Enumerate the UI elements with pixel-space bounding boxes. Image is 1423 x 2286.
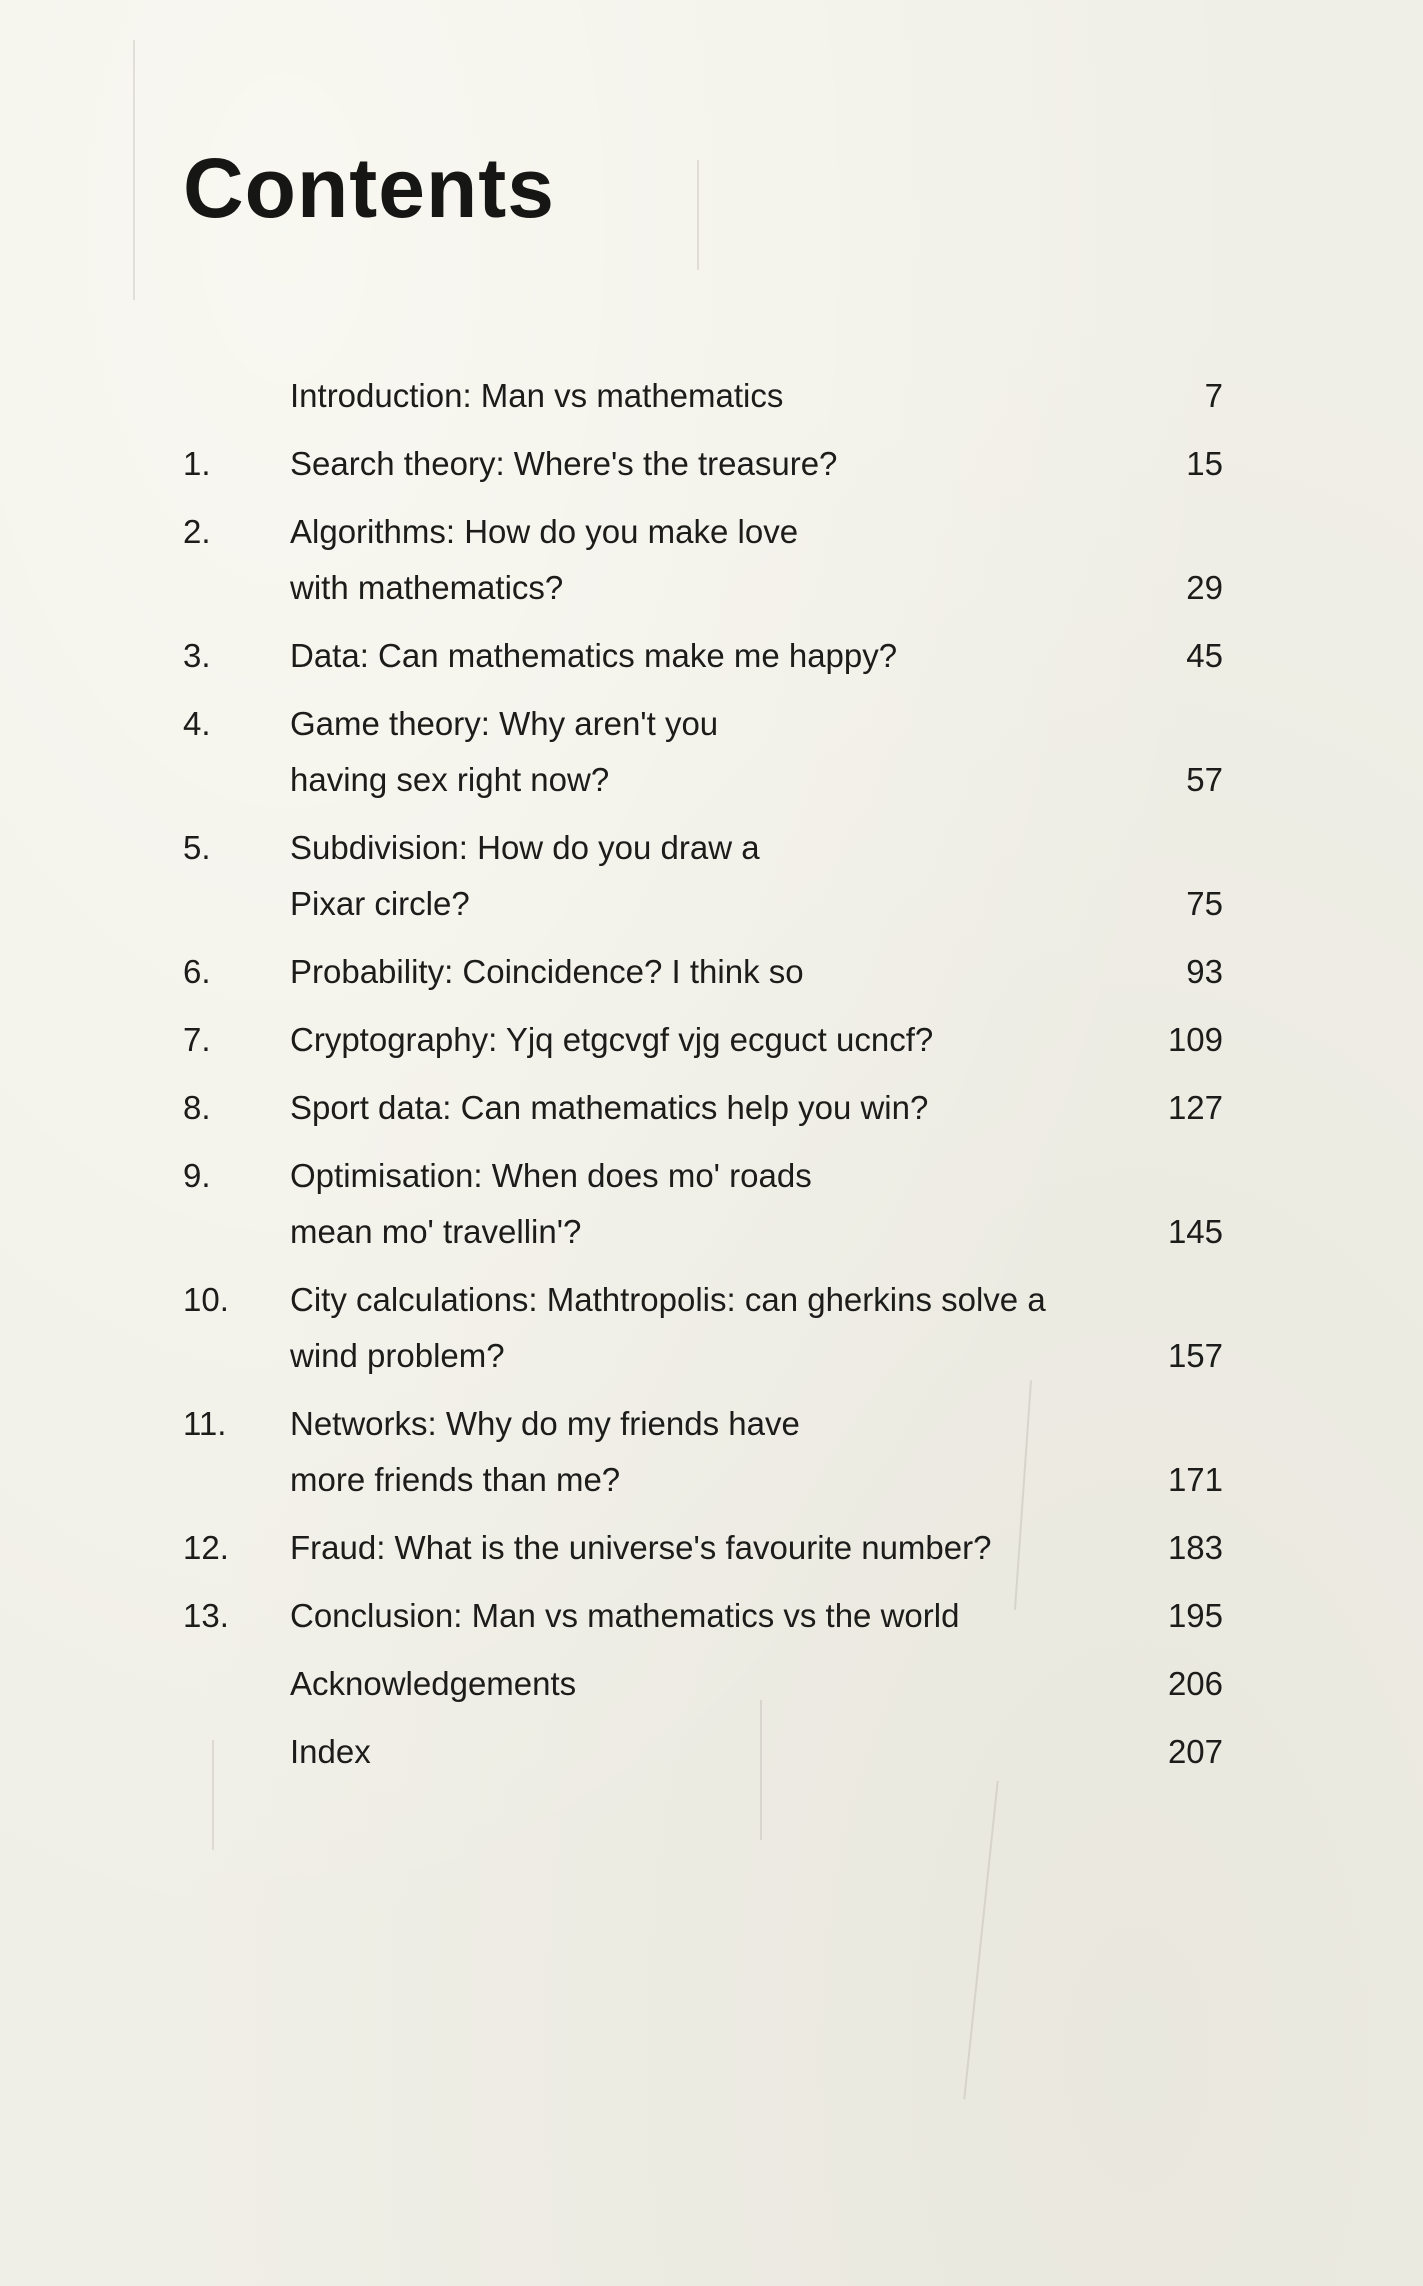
toc-entry-12[interactable] <box>183 1520 1223 1576</box>
chapter-number: 13. <box>183 1597 229 1634</box>
toc-entry-introduction[interactable] <box>183 368 1223 424</box>
chapter-number: 4. <box>183 705 211 742</box>
chapter-number: 6. <box>183 953 211 990</box>
page-number: 157 <box>1167 1337 1223 1374</box>
chapter-title: Probability: Coincidence? I think so <box>290 953 804 990</box>
toc-entry-9[interactable] <box>183 1148 1223 1260</box>
toc-entry-11[interactable] <box>183 1396 1223 1508</box>
page-number: 171 <box>1167 1461 1223 1498</box>
chapter-title: Fraud: What is the universe's favourite number? <box>290 1529 992 1566</box>
chapter-number: 1. <box>183 445 211 482</box>
chapter-title: City calculations: Mathtropolis: can gherkins solve a wind problem? <box>290 1281 1046 1374</box>
toc-entry-4[interactable] <box>183 696 1223 808</box>
chapter-title: Introduction: Man vs mathematics <box>290 377 784 414</box>
paper-scuff <box>697 160 699 270</box>
page-number: 29 <box>1186 569 1223 606</box>
toc-entry-2[interactable] <box>183 504 1223 616</box>
toc-entry-5[interactable] <box>183 820 1223 932</box>
toc-entry-acknowledgements[interactable] <box>183 1656 1223 1712</box>
toc-entry-13[interactable] <box>183 1588 1223 1644</box>
chapter-title: Index <box>290 1733 371 1770</box>
chapter-title: Cryptography: Yjq etgcvgf vjg ecguct ucncf? <box>290 1021 934 1058</box>
chapter-number: 9. <box>183 1157 211 1194</box>
page-number: 45 <box>1186 637 1223 674</box>
chapter-title: Acknowledgements <box>290 1665 577 1702</box>
chapter-number: 7. <box>183 1021 211 1058</box>
page-number: 195 <box>1167 1597 1223 1634</box>
chapter-title: Optimisation: When does mo' roads mean mo' travellin'? <box>290 1157 812 1250</box>
page-number: 93 <box>1186 953 1223 990</box>
chapter-title: Sport data: Can mathematics help you win? <box>290 1089 929 1126</box>
paper-scuff <box>133 40 135 300</box>
page-number: 145 <box>1167 1213 1223 1250</box>
chapter-title: Data: Can mathematics make me happy? <box>290 637 898 674</box>
toc-entry-8[interactable] <box>183 1080 1223 1136</box>
page-number: 206 <box>1167 1665 1223 1702</box>
chapter-number: 5. <box>183 829 211 866</box>
chapter-title: Subdivision: How do you draw a Pixar circle? <box>290 829 760 922</box>
contents-heading: Contents <box>183 141 555 235</box>
page-number: 109 <box>1167 1021 1223 1058</box>
chapter-number: 2. <box>183 513 211 550</box>
page-number: 7 <box>1204 377 1223 414</box>
page-number: 75 <box>1186 885 1223 922</box>
chapter-number: 10. <box>183 1281 229 1318</box>
page-number: 207 <box>1167 1733 1223 1770</box>
chapter-title: Search theory: Where's the treasure? <box>290 445 838 482</box>
chapter-title: Algorithms: How do you make love with mathematics? <box>290 513 799 606</box>
chapter-number: 8. <box>183 1089 211 1126</box>
chapter-title: Conclusion: Man vs mathematics vs the world <box>290 1597 960 1634</box>
page-number: 127 <box>1167 1089 1223 1126</box>
toc-entry-index[interactable] <box>183 1724 1223 1780</box>
page-number: 57 <box>1186 761 1223 798</box>
toc-entry-3[interactable] <box>183 628 1223 684</box>
chapter-number: 11. <box>183 1405 227 1442</box>
toc-entry-6[interactable] <box>183 944 1223 1000</box>
table-of-contents <box>183 368 1223 1792</box>
chapter-title: Networks: Why do my friends have more friends than me? <box>290 1405 800 1498</box>
chapter-number: 3. <box>183 637 211 674</box>
toc-entry-1[interactable] <box>183 436 1223 492</box>
chapter-number: 12. <box>183 1529 229 1566</box>
toc-entry-10[interactable] <box>183 1272 1223 1384</box>
page-number: 15 <box>1186 445 1223 482</box>
paper-scuff <box>963 1781 998 2099</box>
toc-entry-7[interactable] <box>183 1012 1223 1068</box>
page-number: 183 <box>1167 1529 1223 1566</box>
chapter-title: Game theory: Why aren't you having sex right now? <box>290 705 719 798</box>
